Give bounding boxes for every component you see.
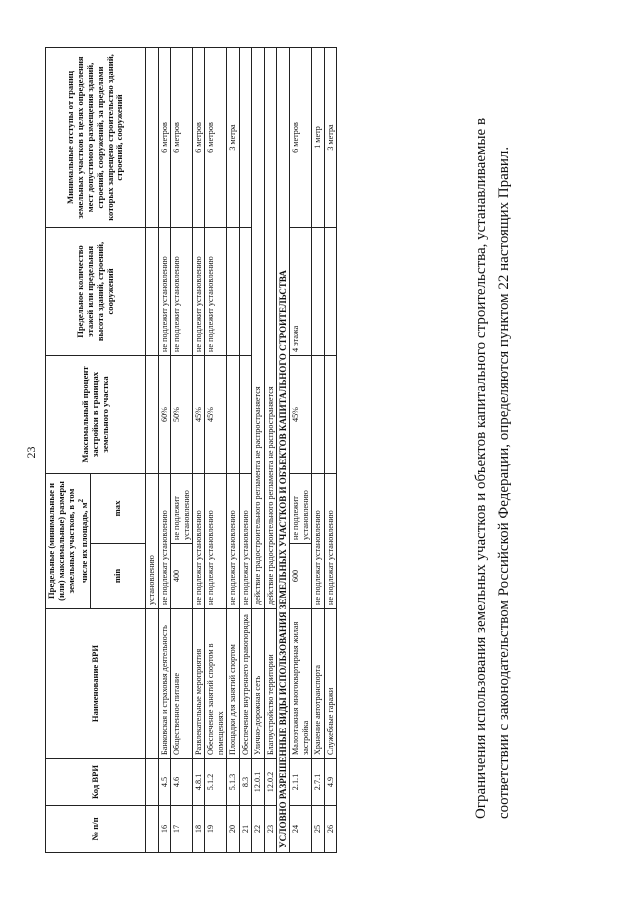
row-name: Обеспечение занятий спортом в помещениях [205, 609, 227, 759]
fragment-cell: установлению [146, 473, 158, 608]
page-number: 23 [24, 446, 38, 459]
row-min-max: не подлежат установлению [227, 473, 239, 608]
fragment-row [146, 47, 158, 852]
row-min: 400 [171, 544, 193, 609]
row-num: 17 [171, 806, 193, 853]
row-setback: 6 метров [171, 47, 193, 227]
table-row [239, 47, 251, 852]
row-code: 2.1.1 [290, 759, 312, 806]
row-coverage: 45% [193, 355, 205, 473]
table-row [227, 47, 239, 852]
row-name: Общественное питание [171, 609, 193, 759]
row-floors: 4 этажа [290, 227, 312, 355]
row-coverage [227, 355, 239, 473]
row-setback: 6 метров [205, 47, 227, 227]
row-num: 20 [227, 806, 239, 853]
row-num: 18 [193, 806, 205, 853]
row-setback: 1 метр [312, 47, 324, 227]
row-min-max: не подлежат установлению [205, 473, 227, 608]
row-floors [324, 227, 336, 355]
row-min-max: не подлежат установлению [324, 473, 336, 608]
row-num: 19 [205, 806, 227, 853]
row-coverage: 60% [158, 355, 170, 473]
table-row [264, 47, 276, 852]
row-coverage [239, 355, 251, 473]
row-name: Банковская и страховая деятельность [158, 609, 170, 759]
row-code: 4.6 [171, 759, 193, 806]
section-row [277, 47, 290, 852]
row-code: 4.8.1 [193, 759, 205, 806]
row-max: не подлежит установлению [290, 473, 312, 543]
row-code: 12.0.1 [252, 759, 264, 806]
table-row [205, 47, 227, 852]
row-setback: 6 метров [290, 47, 312, 227]
row-full-span: действие градостроительного регламента не распространяется [264, 47, 276, 608]
header-min: min [91, 544, 146, 609]
row-code: 4.5 [158, 759, 170, 806]
note-line-1: Ограничения использования земельных участков и объектов капитального строительства, устанавливаемые в [473, 117, 489, 819]
row-setback: 6 метров [193, 47, 205, 227]
row-name: Развлекательные мероприятия [193, 609, 205, 759]
header-coverage: Максимальный процент застройки в границах земельного участка [46, 355, 146, 473]
row-floors: не подлежит установлению [205, 227, 227, 355]
row-setback: 3 метра [227, 47, 239, 227]
note-line-2: соответствии с законодательством Российской Федерации, определяются пунктом 22 настоящих Правил. [496, 146, 513, 819]
row-num: 26 [324, 806, 336, 853]
row-coverage [324, 355, 336, 473]
row-coverage [312, 355, 324, 473]
row-floors: не подлежит установлению [158, 227, 170, 355]
row-min-max: не подлежат установлению [239, 473, 251, 608]
row-num: 25 [312, 806, 324, 853]
table-row [324, 47, 336, 852]
table-row [252, 47, 264, 852]
row-min: 600 [290, 544, 312, 609]
table-row [290, 47, 312, 852]
header-num: № п/п [46, 806, 146, 853]
header-area-group: Предельные (минимальные и (или) максимальные) размеры земельных участков, в том числе их площадь, $м^2$ [46, 473, 91, 608]
row-setback: 3 метра [324, 47, 336, 227]
row-name: Хранение автотранспорта [312, 609, 324, 759]
row-num: 22 [252, 806, 264, 853]
table-row [158, 47, 170, 852]
row-code: 2.7.1 [312, 759, 324, 806]
table-row [171, 47, 193, 852]
row-setback [239, 47, 251, 227]
row-floors [312, 227, 324, 355]
table-row [312, 47, 324, 852]
row-name: Улично-дорожная сеть [252, 609, 264, 759]
row-num: 23 [264, 806, 276, 853]
row-code: 8.3 [239, 759, 251, 806]
row-floors: не подлежит установлению [171, 227, 193, 355]
row-floors [227, 227, 239, 355]
row-floors [239, 227, 251, 355]
row-full-span: действие градостроительного регламента не распространяется [252, 47, 264, 608]
header-setback: Минимальные отступы от границ земельных участков в целях определения мест допустимого размещения зданий, строений, сооружений, за пределами которых запрещено строительство зданий, строений, сооружений [46, 47, 146, 227]
row-code: 4.9 [324, 759, 336, 806]
row-min-max: не подлежат установлению [193, 473, 205, 608]
row-name: Обеспечение внутреннего правопорядка [239, 609, 251, 759]
row-coverage: 50% [171, 355, 193, 473]
section-title: УСЛОВНО РАЗРЕШЕННЫЕ ВИДЫ ИСПОЛЬЗОВАНИЯ ЗЕМЕЛЬНЫХ УЧАСТКОВ И ОБЪЕКТОВ КАПИТАЛЬНОГО СТРОИТЕЛЬСТВА [277, 47, 290, 852]
row-min-max: не подлежат установлению [312, 473, 324, 608]
row-num: 16 [158, 806, 170, 853]
row-code: 12.0.2 [264, 759, 276, 806]
row-max: не подлежит установлению [171, 473, 193, 543]
header-floors: Предельное количество этажей или предельная высота зданий, строений, сооружений [46, 227, 146, 355]
row-name: Служебные гаражи [324, 609, 336, 759]
row-num: 21 [239, 806, 251, 853]
header-name: Наименование ВРИ [46, 609, 146, 759]
row-name: Малоэтажная многоквартирная жилая застройка [290, 609, 312, 759]
table-row [193, 47, 205, 852]
row-setback: 6 метров [158, 47, 170, 227]
row-coverage: 45% [205, 355, 227, 473]
row-name: Площадки для занятий спортом [227, 609, 239, 759]
row-name: Благоустройство территории [264, 609, 276, 759]
row-num: 24 [290, 806, 312, 853]
row-min-max: не подлежат установлению [158, 473, 170, 608]
header-max: max [91, 473, 146, 543]
row-code: 5.1.3 [227, 759, 239, 806]
regulation-table [45, 47, 337, 853]
header-row [46, 47, 91, 852]
header-code: Код ВРИ [46, 759, 146, 806]
row-coverage: 45% [290, 355, 312, 473]
restrictions-note [470, 59, 517, 819]
row-code: 5.1.2 [205, 759, 227, 806]
row-floors: не подлежит установлению [193, 227, 205, 355]
